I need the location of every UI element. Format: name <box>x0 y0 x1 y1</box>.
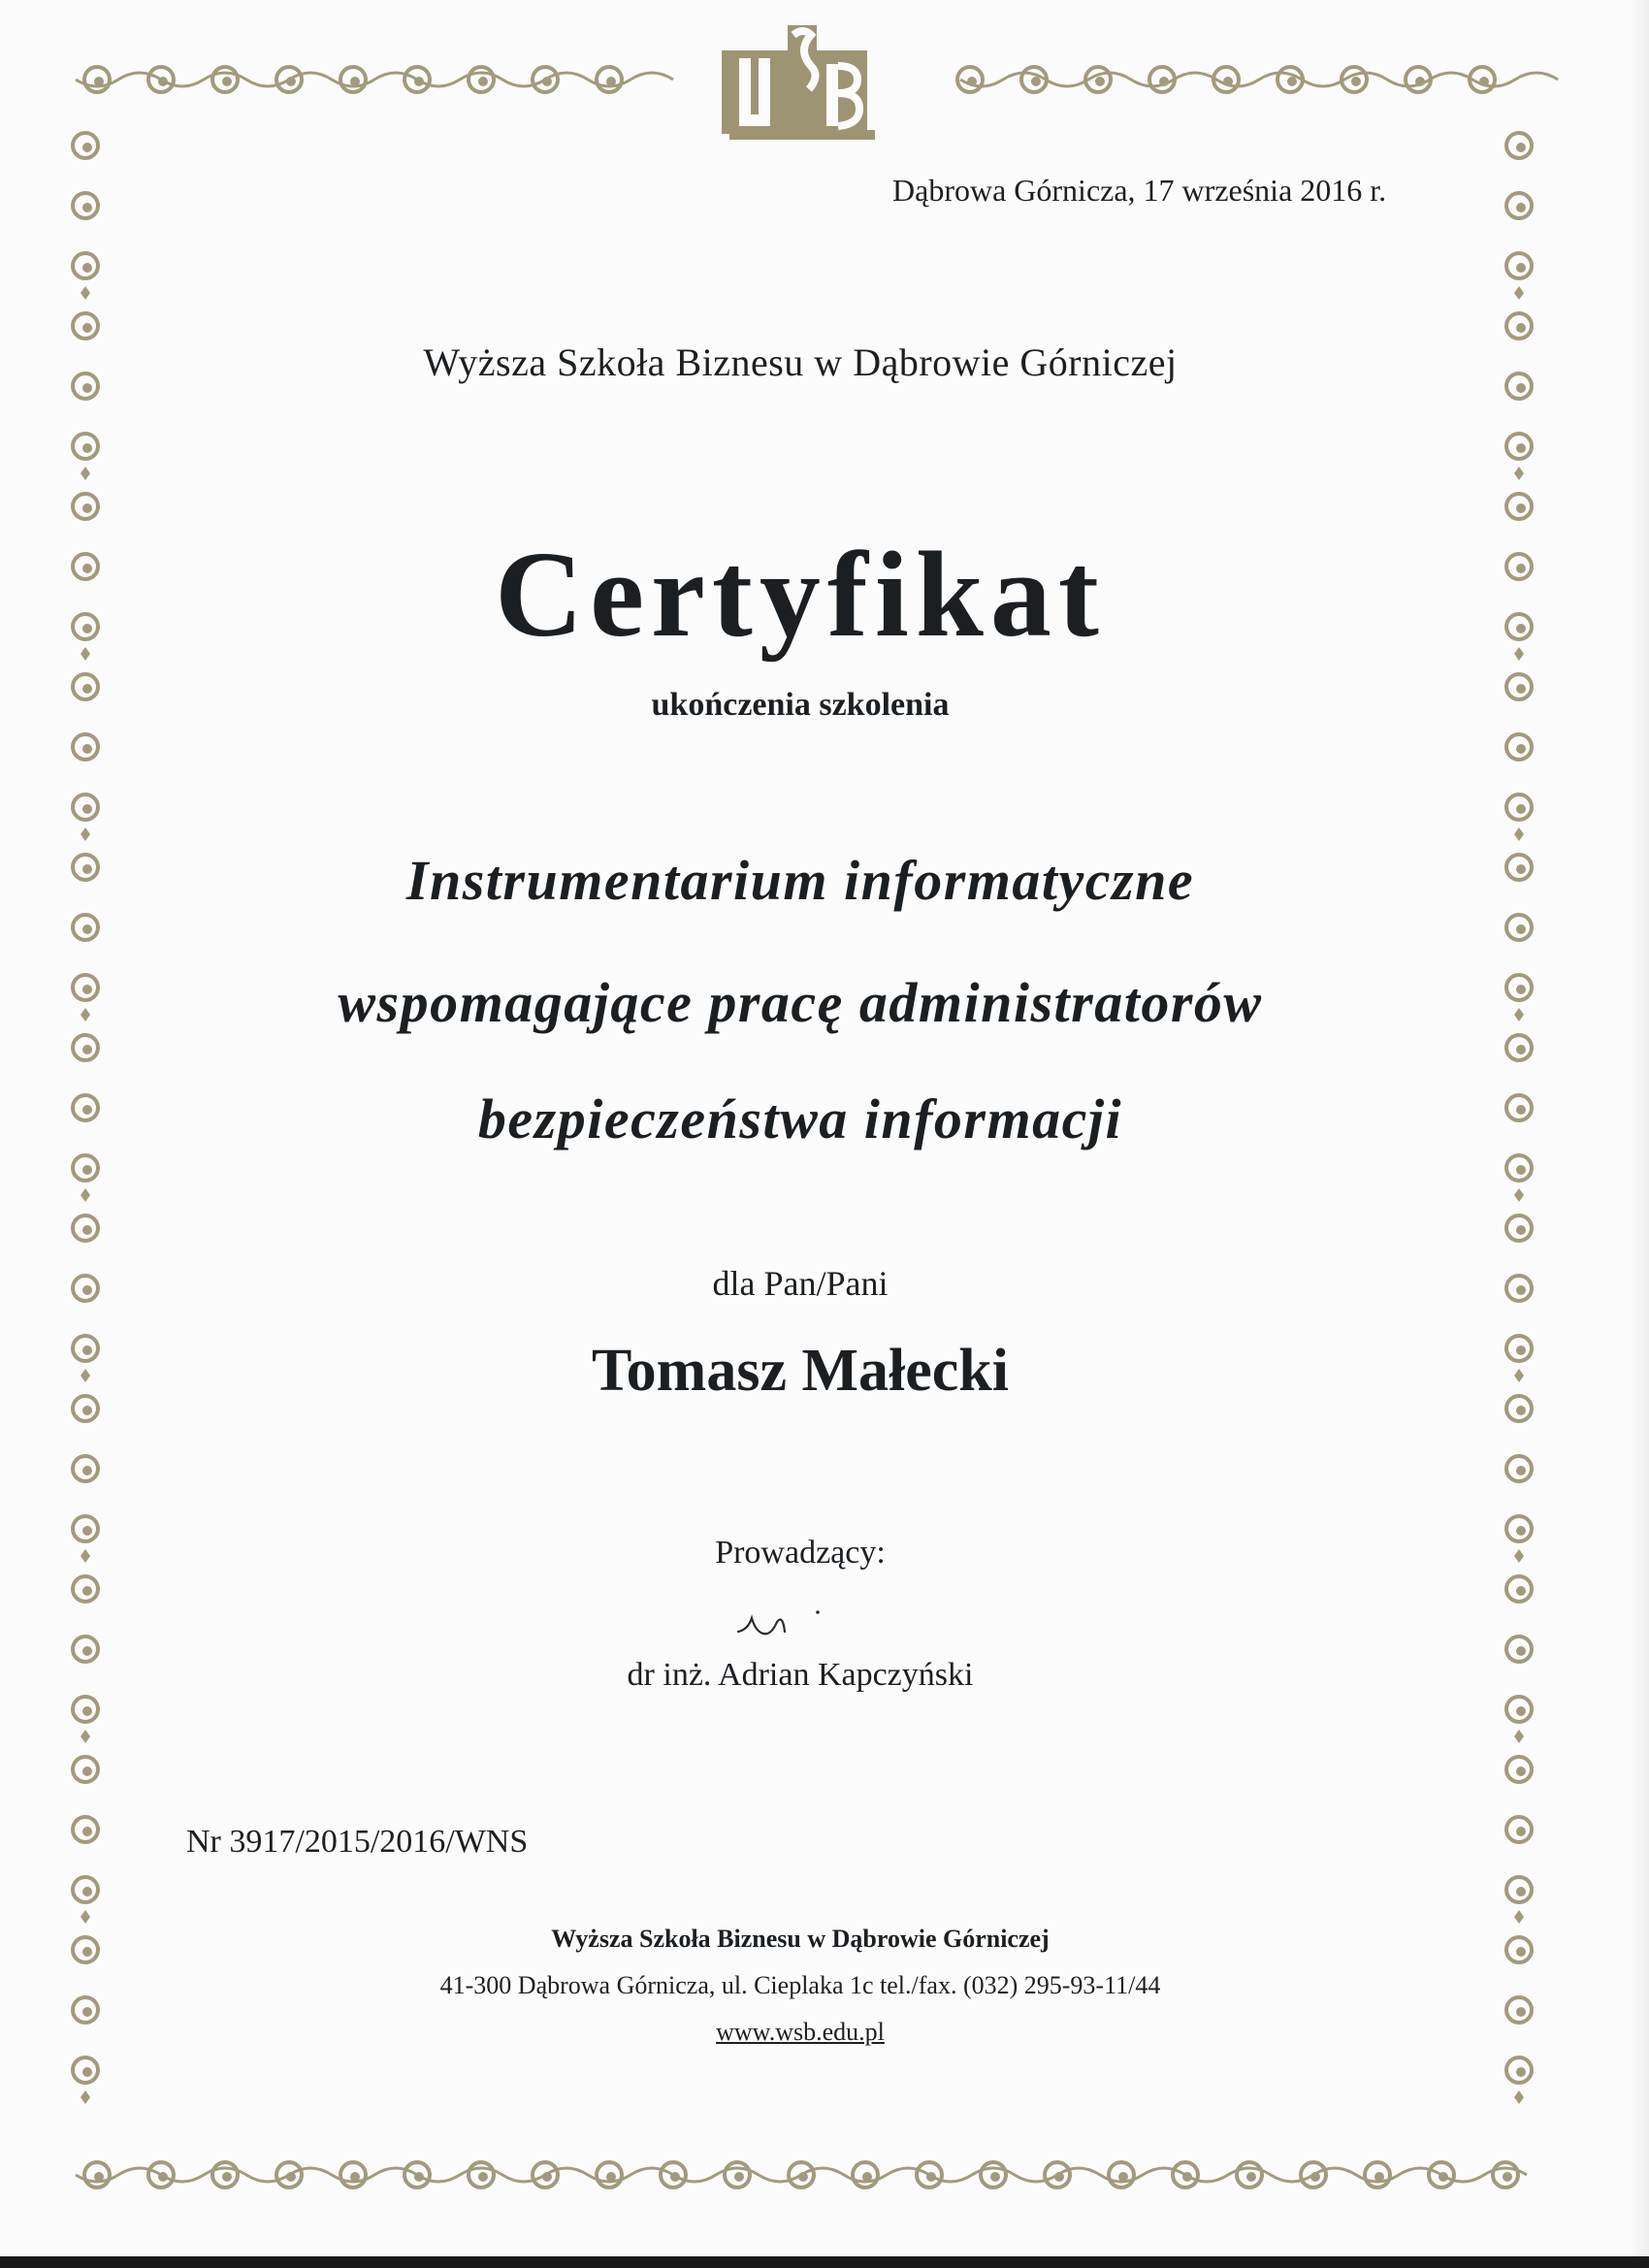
footer-school: Wyższa Szkoła Biznesu w Dąbrowie Górniczej <box>551 1925 1050 1953</box>
lecturer-name: dr inż. Adrian Kapczyński <box>627 1657 974 1693</box>
footer-address: 41-300 Dąbrowa Górnicza, ul. Cieplaka 1c tel./fax. (032) 295-93-11/44 <box>439 1971 1161 1999</box>
scan-edge-bottom <box>0 2256 1649 2268</box>
website-link[interactable]: www.wsb.edu.pl <box>716 2018 885 2046</box>
date-line: Dąbrowa Górnicza, 17 września 2016 r. <box>892 173 1387 208</box>
certificate-title: Certyfikat <box>495 528 1106 663</box>
recipient-label: dla Pan/Pani <box>712 1264 889 1303</box>
school-name: Wyższa Szkoła Biznesu w Dąbrowie Górniczej <box>423 340 1178 384</box>
footer-website[interactable] <box>0 2018 1600 2047</box>
signature-icon <box>732 1599 839 1647</box>
lecturer-label: Prowadzący: <box>715 1535 886 1571</box>
recipient-name: Tomasz Małecki <box>592 1338 1009 1404</box>
certificate-subtitle: ukończenia szkolenia <box>651 687 950 723</box>
wsb-logo <box>716 12 883 146</box>
scan-edge-right <box>1630 0 1649 2256</box>
certificate-number: Nr 3917/2015/2016/WNS <box>186 1824 529 1860</box>
course-title-line-1: Instrumentarium informatyczne <box>405 849 1195 912</box>
course-title-line-3: bezpieczeństwa informacji <box>477 1087 1123 1150</box>
course-title-line-2: wspomagające pracę administratorów <box>338 971 1263 1034</box>
